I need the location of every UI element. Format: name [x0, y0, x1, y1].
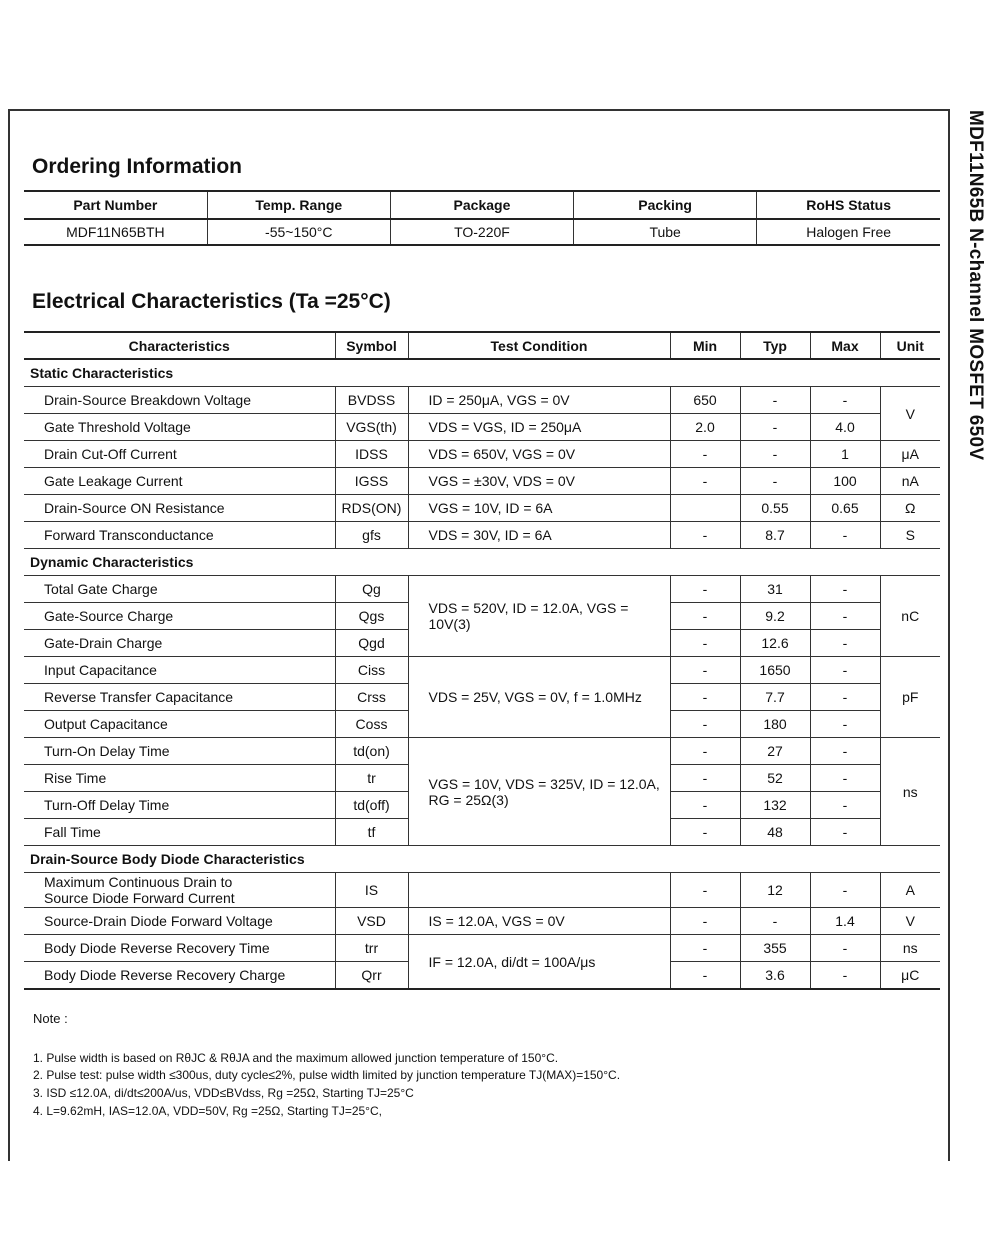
cell: Qg: [335, 576, 408, 603]
side-title: MDF11N65B N-channel MOSFET 650V: [965, 110, 986, 461]
ordering-title: Ordering Information: [32, 155, 242, 178]
table-row: [24, 522, 940, 549]
cell: -: [810, 819, 880, 846]
ordering-header: [24, 191, 940, 219]
cell: S: [880, 522, 940, 549]
cell: Input Capacitance: [24, 657, 335, 684]
cell: Turn-Off Delay Time: [24, 792, 335, 819]
cell: ns: [880, 738, 940, 846]
cell: 650: [670, 387, 740, 414]
col-symbol: Symbol: [335, 332, 408, 359]
col-test-condition: Test Condition: [408, 332, 670, 359]
cell: gfs: [335, 522, 408, 549]
cell: IF = 12.0A, di/dt = 100A/μs: [408, 935, 670, 990]
table-row: [24, 495, 940, 522]
diode-row-name-line1: Maximum Continuous Drain to: [44, 874, 233, 890]
cell: 9.2: [740, 603, 810, 630]
cell: 12: [740, 873, 810, 908]
cell: -: [810, 873, 880, 908]
cell: Output Capacitance: [24, 711, 335, 738]
cell: [408, 738, 670, 846]
note-item: 3. ISD ≤12.0A, di/dt≤200A/us, VDD≤BVdss, Rg =25Ω, Starting TJ=25°C: [33, 1086, 414, 1100]
section-diode: Drain-Source Body Diode Characteristics: [24, 846, 940, 873]
cell: Source-Drain Diode Forward Voltage: [24, 908, 335, 935]
cell: -55~150°C: [207, 219, 390, 245]
cell: -: [810, 684, 880, 711]
ordering-table: [24, 190, 940, 246]
cell: -: [810, 738, 880, 765]
cell: -: [740, 908, 810, 935]
cell: 48: [740, 819, 810, 846]
cell: 100: [810, 468, 880, 495]
cell: Drain-Source ON Resistance: [24, 495, 335, 522]
diode-row-name-line2: Source Diode Forward Current: [44, 890, 235, 906]
cell: -: [670, 792, 740, 819]
cell: VDS = 650V, VGS = 0V: [408, 441, 670, 468]
cell: -: [670, 738, 740, 765]
cell: Turn-On Delay Time: [24, 738, 335, 765]
table-row: [24, 414, 940, 441]
cell: trr: [335, 935, 408, 962]
col-characteristics: Characteristics: [24, 332, 335, 359]
cell: -: [670, 873, 740, 908]
cell: 7.7: [740, 684, 810, 711]
cell: -: [670, 603, 740, 630]
cell: VDS = 520V, ID = 12.0A, VGS = 10V(3): [408, 576, 670, 657]
cell: Reverse Transfer Capacitance: [24, 684, 335, 711]
cell: td(on): [335, 738, 408, 765]
table-row: [24, 738, 940, 765]
cell: -: [670, 711, 740, 738]
col-packing: Packing: [574, 191, 757, 219]
cell: VDS = 30V, ID = 6A: [408, 522, 670, 549]
table-row: [24, 935, 940, 962]
col-temp-range: Temp. Range: [207, 191, 390, 219]
cell: 180: [740, 711, 810, 738]
cell: -: [810, 935, 880, 962]
table-row: [24, 441, 940, 468]
cell: 0.65: [810, 495, 880, 522]
cell: 3.6: [740, 962, 810, 990]
table-row: [24, 908, 940, 935]
cell: -: [810, 522, 880, 549]
cell: -: [670, 576, 740, 603]
section-static: Static Characteristics: [24, 359, 940, 387]
cell: tr: [335, 765, 408, 792]
cell: -: [740, 387, 810, 414]
cell: -: [670, 962, 740, 990]
cell: 12.6: [740, 630, 810, 657]
cell: -: [740, 414, 810, 441]
cell: 1650: [740, 657, 810, 684]
col-min: Min: [670, 332, 740, 359]
cell: VGS(th): [335, 414, 408, 441]
col-unit: Unit: [880, 332, 940, 359]
cell: Qrr: [335, 962, 408, 990]
cell: V: [880, 387, 940, 441]
cell: Body Diode Reverse Recovery Charge: [24, 962, 335, 990]
cell: VDS = 25V, VGS = 0V, f = 1.0MHz: [408, 657, 670, 738]
cell: Total Gate Charge: [24, 576, 335, 603]
cell: -: [670, 684, 740, 711]
cell: Ω: [880, 495, 940, 522]
cell: -: [810, 792, 880, 819]
note-item: 1. Pulse width is based on RθJC & RθJA and the maximum allowed junction temperature of 150°C.: [33, 1051, 559, 1065]
cell: tf: [335, 819, 408, 846]
cell: VGS = 10V, ID = 6A: [408, 495, 670, 522]
cell: 1.4: [810, 908, 880, 935]
cell: 132: [740, 792, 810, 819]
table-row: [24, 468, 940, 495]
cell: -: [670, 819, 740, 846]
cell: V: [880, 908, 940, 935]
table-row: [24, 387, 940, 414]
cell: RDS(ON): [335, 495, 408, 522]
cell: -: [670, 935, 740, 962]
cell: μA: [880, 441, 940, 468]
cell: Coss: [335, 711, 408, 738]
cell: -: [810, 711, 880, 738]
cell: 1: [810, 441, 880, 468]
col-typ: Typ: [740, 332, 810, 359]
cell: -: [670, 765, 740, 792]
notes-title: Note :: [33, 1011, 68, 1026]
cell: -: [670, 630, 740, 657]
cell: Gate Leakage Current: [24, 468, 335, 495]
cell: [24, 873, 335, 908]
cell: -: [670, 908, 740, 935]
cell: TO-220F: [390, 219, 573, 245]
cell: Qgs: [335, 603, 408, 630]
note-item: 2. Pulse test: pulse width ≤300us, duty cycle≤2%, pulse width limited by junction temperature TJ(MAX)=150°C.: [33, 1068, 621, 1082]
cell: [408, 873, 670, 908]
cell: Gate-Drain Charge: [24, 630, 335, 657]
cell: td(off): [335, 792, 408, 819]
table-row: [24, 219, 940, 245]
cell: IGSS: [335, 468, 408, 495]
cell: [670, 495, 740, 522]
cell: Forward Transconductance: [24, 522, 335, 549]
section-dynamic: Dynamic Characteristics: [24, 549, 940, 576]
cell: ns: [880, 935, 940, 962]
cell: -: [810, 962, 880, 990]
cell: 52: [740, 765, 810, 792]
cell: 31: [740, 576, 810, 603]
table-row: [24, 657, 940, 684]
cell: -: [670, 468, 740, 495]
cell: -: [740, 468, 810, 495]
cell: IDSS: [335, 441, 408, 468]
cell: nC: [880, 576, 940, 657]
cell: Crss: [335, 684, 408, 711]
electrical-header: [24, 332, 940, 359]
cell: -: [810, 576, 880, 603]
cell: A: [880, 873, 940, 908]
cell: -: [810, 657, 880, 684]
cell: -: [670, 657, 740, 684]
cell: Gate-Source Charge: [24, 603, 335, 630]
note-item: 4. L=9.62mH, IAS=12.0A, VDD=50V, Rg =25Ω, Starting TJ=25°C,: [33, 1104, 382, 1118]
cell: MDF11N65BTH: [24, 219, 207, 245]
table-row: [24, 873, 940, 908]
electrical-table: [24, 331, 940, 990]
cell: BVDSS: [335, 387, 408, 414]
cell: -: [810, 765, 880, 792]
cell: -: [670, 522, 740, 549]
cell: -: [810, 387, 880, 414]
cell: 27: [740, 738, 810, 765]
cell: μC: [880, 962, 940, 990]
cell: Gate Threshold Voltage: [24, 414, 335, 441]
electrical-title: Electrical Characteristics (Ta =25°C): [32, 290, 391, 313]
cell: Ciss: [335, 657, 408, 684]
col-part-number: Part Number: [24, 191, 207, 219]
cell: ID = 250μA, VGS = 0V: [408, 387, 670, 414]
cell: Drain-Source Breakdown Voltage: [24, 387, 335, 414]
cell: Tube: [574, 219, 757, 245]
cell: -: [740, 441, 810, 468]
cell: Fall Time: [24, 819, 335, 846]
cell: IS = 12.0A, VGS = 0V: [408, 908, 670, 935]
cell: nA: [880, 468, 940, 495]
cell: -: [810, 630, 880, 657]
cell: 0.55: [740, 495, 810, 522]
col-rohs: RoHS Status: [757, 191, 940, 219]
cell: VDS = VGS, ID = 250μA: [408, 414, 670, 441]
cell: Qgd: [335, 630, 408, 657]
cell: 8.7: [740, 522, 810, 549]
cell: VGS = ±30V, VDS = 0V: [408, 468, 670, 495]
cell: Drain Cut-Off Current: [24, 441, 335, 468]
cell: Rise Time: [24, 765, 335, 792]
cell: 4.0: [810, 414, 880, 441]
cell: VSD: [335, 908, 408, 935]
switch-cond-line2: RG = 25Ω(3): [428, 791, 509, 808]
cell: 2.0: [670, 414, 740, 441]
switch-cond-line1: VGS = 10V, VDS = 325V, ID = 12.0A,: [428, 775, 660, 792]
cell: -: [810, 603, 880, 630]
cell: -: [670, 441, 740, 468]
cell: 355: [740, 935, 810, 962]
cell: IS: [335, 873, 408, 908]
cell: Halogen Free: [757, 219, 940, 245]
table-row: [24, 576, 940, 603]
cell: Body Diode Reverse Recovery Time: [24, 935, 335, 962]
col-max: Max: [810, 332, 880, 359]
col-package: Package: [390, 191, 573, 219]
cell: pF: [880, 657, 940, 738]
